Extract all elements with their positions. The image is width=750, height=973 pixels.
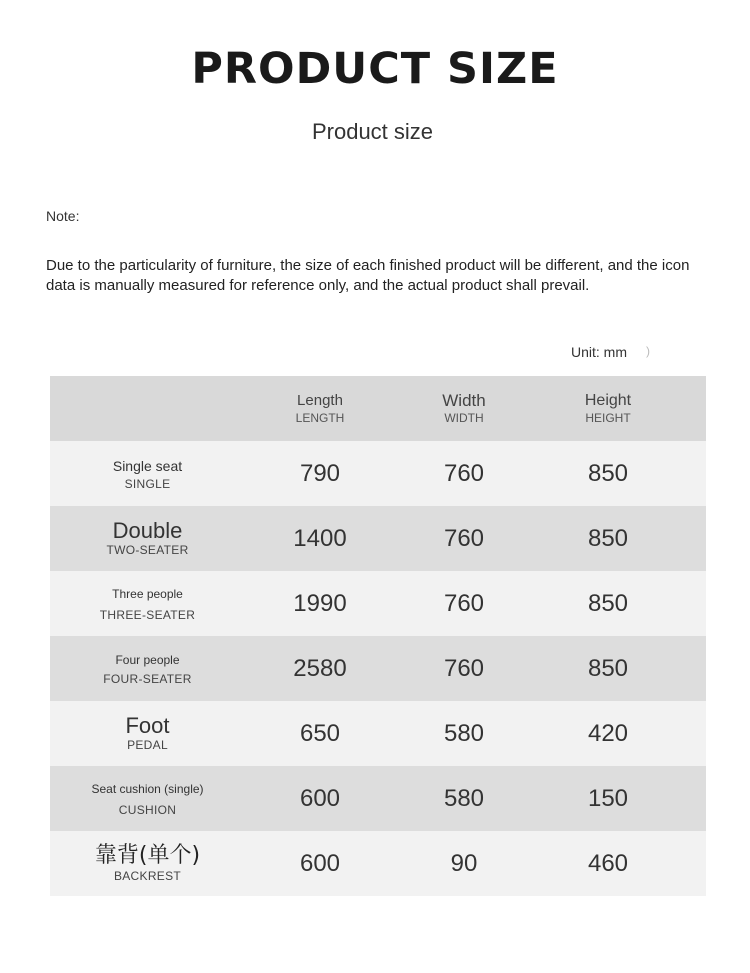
- table-row: [50, 571, 706, 636]
- row-sub-label: THREE-SEATER: [99, 607, 196, 622]
- height-cell: 420: [587, 719, 629, 747]
- header-empty-cell: [70, 376, 225, 441]
- width-cell: 90: [450, 849, 478, 877]
- row-label-cell: [70, 831, 225, 896]
- header-height-sub: HEIGHT: [585, 410, 631, 425]
- row-sub-label: FOUR-SEATER: [103, 671, 192, 686]
- table-row: [50, 636, 706, 701]
- height-cell: 150: [587, 784, 629, 812]
- table-row: [50, 831, 706, 896]
- row-label: Single seat: [112, 457, 183, 474]
- width-cell: 580: [443, 784, 485, 812]
- width-cell: 760: [443, 459, 485, 487]
- length-cell: 600: [299, 849, 341, 877]
- header-width: [390, 376, 538, 441]
- table-row: [50, 441, 706, 506]
- row-label: 靠背(单个): [94, 842, 201, 868]
- size-table: [50, 376, 706, 896]
- row-sub-label: SINGLE: [124, 476, 171, 491]
- width-cell: 760: [443, 654, 485, 682]
- length-cell: 790: [299, 459, 341, 487]
- row-label: Four people: [115, 652, 180, 667]
- height-cell: 460: [587, 849, 629, 877]
- width-cell: 760: [443, 589, 485, 617]
- row-sub-label: PEDAL: [127, 737, 168, 752]
- length-cell: 2580: [293, 654, 347, 682]
- row-label: Seat cushion (single): [91, 781, 204, 796]
- page-subtitle: Product size: [311, 119, 434, 144]
- row-label-cell: [70, 766, 225, 831]
- row-label-cell: [70, 571, 225, 636]
- row-label-cell: [70, 506, 225, 571]
- row-label: Double: [112, 517, 183, 543]
- row-label: Three people: [112, 586, 183, 601]
- header-length: [246, 376, 394, 441]
- length-cell: 1400: [293, 524, 347, 552]
- header-width-sub: WIDTH: [444, 410, 484, 425]
- row-label-cell: [70, 441, 225, 506]
- row-sub-label: BACKREST: [113, 868, 182, 883]
- length-cell: 1990: [293, 589, 347, 617]
- row-sub-label: TWO-SEATER: [106, 542, 189, 557]
- table-row: [50, 766, 706, 831]
- header-height: [534, 376, 682, 441]
- table-row: [50, 506, 706, 571]
- row-label: Foot: [125, 712, 170, 738]
- page-title: PRODUCT SIZE: [191, 44, 559, 94]
- table-row: [50, 701, 706, 766]
- length-cell: 650: [299, 719, 341, 747]
- bracket-mark: ): [646, 344, 650, 358]
- header-height-label: Height: [584, 391, 632, 409]
- row-label-cell: [70, 701, 225, 766]
- table-header-row: [50, 376, 706, 441]
- width-cell: 760: [443, 524, 485, 552]
- height-cell: 850: [587, 589, 629, 617]
- height-cell: 850: [587, 459, 629, 487]
- row-label-cell: [70, 636, 225, 701]
- height-cell: 850: [587, 654, 629, 682]
- width-cell: 580: [443, 719, 485, 747]
- note-text: Due to the particularity of furniture, the size of each finished product will be different, and the icon data is manually measured for reference only, and the actual product shall prevail.: [46, 257, 690, 294]
- unit-label: Unit: mm: [571, 344, 627, 360]
- header-length-sub: LENGTH: [295, 410, 345, 425]
- header-length-label: Length: [297, 391, 343, 409]
- row-sub-label: CUSHION: [118, 802, 177, 817]
- length-cell: 600: [299, 784, 341, 812]
- note-label: Note:: [46, 208, 80, 224]
- height-cell: 850: [587, 524, 629, 552]
- header-width-label: Width: [442, 390, 486, 410]
